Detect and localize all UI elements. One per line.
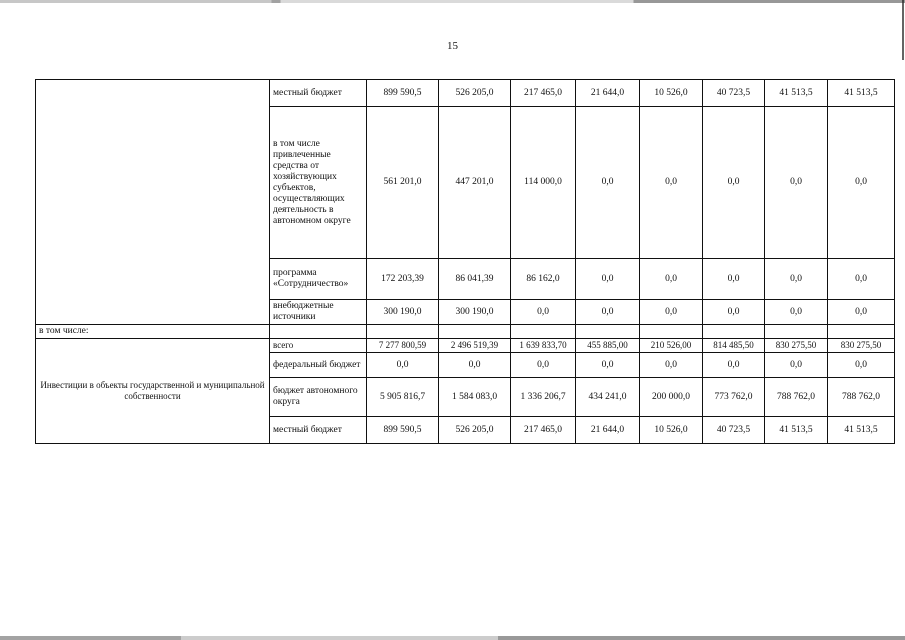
value-cell: 526 205,0 [439, 80, 511, 107]
value-cell: 41 513,5 [765, 80, 828, 107]
blank-cell [640, 325, 703, 339]
value-cell: 0,0 [703, 353, 765, 378]
value-cell: 0,0 [703, 259, 765, 300]
value-cell: 0,0 [640, 300, 703, 325]
value-cell: 0,0 [576, 300, 640, 325]
value-cell: 899 590,5 [367, 417, 439, 444]
value-cell: 773 762,0 [703, 378, 765, 417]
value-cell: 200 000,0 [640, 378, 703, 417]
value-cell: 788 762,0 [765, 378, 828, 417]
value-cell: 172 203,39 [367, 259, 439, 300]
scan-edge-bottom [0, 636, 905, 640]
value-cell: 0,0 [703, 300, 765, 325]
value-cell: 40 723,5 [703, 80, 765, 107]
value-cell: 21 644,0 [576, 80, 640, 107]
value-cell: 434 241,0 [576, 378, 640, 417]
value-cell: 0,0 [640, 107, 703, 259]
value-cell: 0,0 [439, 353, 511, 378]
blank-cell [576, 325, 640, 339]
row-label: местный бюджет [270, 80, 367, 107]
value-cell: 0,0 [765, 259, 828, 300]
value-cell: 7 277 800,59 [367, 339, 439, 353]
value-cell: 0,0 [640, 353, 703, 378]
value-cell: 455 885,00 [576, 339, 640, 353]
value-cell: 0,0 [765, 107, 828, 259]
section-label: Инвестиции в объекты государственной и муниципальной собственности [36, 339, 270, 444]
scan-edge-top [0, 0, 905, 3]
row-label: программа «Сотрудничество» [270, 259, 367, 300]
value-cell: 1 336 206,7 [511, 378, 576, 417]
blank-cell [828, 325, 895, 339]
value-cell: 217 465,0 [511, 417, 576, 444]
table-row [36, 325, 895, 339]
value-cell: 1 584 083,0 [439, 378, 511, 417]
value-cell: 10 526,0 [640, 417, 703, 444]
row-label: бюджет автономного округа [270, 378, 367, 417]
value-cell: 561 201,0 [367, 107, 439, 259]
value-cell: 86 162,0 [511, 259, 576, 300]
blank-cell [270, 325, 367, 339]
blank-cell [367, 325, 439, 339]
value-cell: 0,0 [828, 107, 895, 259]
value-cell: 830 275,50 [828, 339, 895, 353]
page-number: 15 [447, 40, 458, 52]
value-cell: 41 513,5 [765, 417, 828, 444]
value-cell: 830 275,50 [765, 339, 828, 353]
value-cell: 114 000,0 [511, 107, 576, 259]
value-cell: 526 205,0 [439, 417, 511, 444]
value-cell: 0,0 [576, 107, 640, 259]
value-cell: 788 762,0 [828, 378, 895, 417]
blank-cell [765, 325, 828, 339]
value-cell: 1 639 833,70 [511, 339, 576, 353]
value-cell: 10 526,0 [640, 80, 703, 107]
table-row [36, 80, 895, 107]
value-cell: 814 485,50 [703, 339, 765, 353]
blank-cell [703, 325, 765, 339]
value-cell: 0,0 [828, 300, 895, 325]
row-label: в том числе привлеченные средства от хозяйствующих субъектов, осуществляющих деятельность в автономном округе [270, 107, 367, 259]
value-cell: 0,0 [511, 300, 576, 325]
value-cell: 5 905 816,7 [367, 378, 439, 417]
value-cell: 21 644,0 [576, 417, 640, 444]
value-cell: 0,0 [828, 353, 895, 378]
value-cell: 0,0 [703, 107, 765, 259]
value-cell: 86 041,39 [439, 259, 511, 300]
in-total-label: в том числе: [36, 325, 270, 339]
row-label: внебюджетные источники [270, 300, 367, 325]
budget-table [35, 79, 895, 444]
value-cell: 447 201,0 [439, 107, 511, 259]
value-cell: 0,0 [765, 300, 828, 325]
value-cell: 40 723,5 [703, 417, 765, 444]
row-label: местный бюджет [270, 417, 367, 444]
value-cell: 0,0 [576, 353, 640, 378]
blank-cell [36, 80, 270, 325]
value-cell: 41 513,5 [828, 80, 895, 107]
value-cell: 0,0 [511, 353, 576, 378]
value-cell: 217 465,0 [511, 80, 576, 107]
value-cell: 210 526,00 [640, 339, 703, 353]
value-cell: 0,0 [367, 353, 439, 378]
table-row [36, 339, 895, 353]
value-cell: 2 496 519,39 [439, 339, 511, 353]
value-cell: 0,0 [576, 259, 640, 300]
value-cell: 0,0 [828, 259, 895, 300]
row-label: всего [270, 339, 367, 353]
blank-cell [439, 325, 511, 339]
value-cell: 0,0 [640, 259, 703, 300]
value-cell: 300 190,0 [367, 300, 439, 325]
value-cell: 0,0 [765, 353, 828, 378]
value-cell: 41 513,5 [828, 417, 895, 444]
blank-cell [511, 325, 576, 339]
value-cell: 899 590,5 [367, 80, 439, 107]
row-label: федеральный бюджет [270, 353, 367, 378]
value-cell: 300 190,0 [439, 300, 511, 325]
